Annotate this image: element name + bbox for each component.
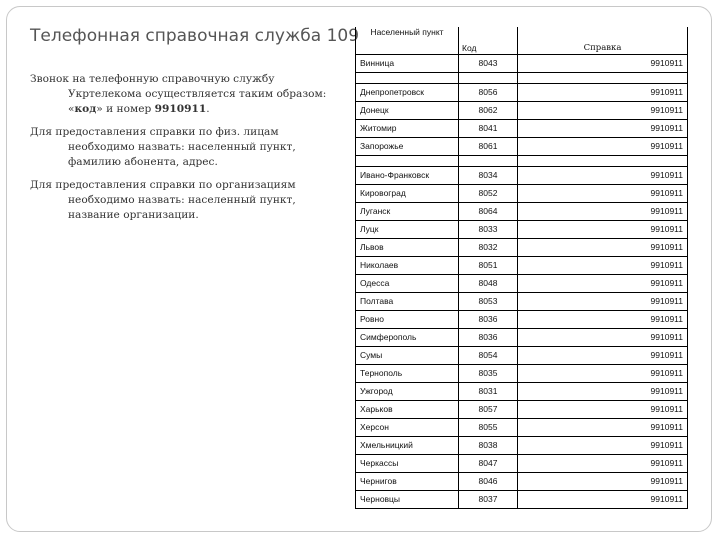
help-number: 9910911 <box>154 103 207 115</box>
cell-help: 9910911 <box>518 84 688 102</box>
table-row <box>356 221 688 239</box>
table-row <box>356 138 688 156</box>
cell-city: Херсон <box>356 419 459 437</box>
spacer-cell <box>518 156 688 167</box>
table-row <box>356 491 688 509</box>
spacer-cell <box>356 156 459 167</box>
cell-help: 9910911 <box>518 293 688 311</box>
table-header-row <box>356 27 688 55</box>
cell-city: Днепропетровск <box>356 84 459 102</box>
cell-help: 9910911 <box>518 311 688 329</box>
cell-code: 8056 <box>459 84 518 102</box>
cell-city: Донецк <box>356 102 459 120</box>
table-row <box>356 120 688 138</box>
person-paragraph: Для предоставления справки по физ. лицам необходимо назвать: населенный пункт, фамилию абонента, адрес. <box>30 126 296 168</box>
cell-city: Симферополь <box>356 329 459 347</box>
cell-city: Николаев <box>356 257 459 275</box>
spacer-cell <box>459 156 518 167</box>
cell-help: 9910911 <box>518 120 688 138</box>
cell-help: 9910911 <box>518 167 688 185</box>
cell-city: Запорожье <box>356 138 459 156</box>
table-row <box>356 257 688 275</box>
table-row <box>356 203 688 221</box>
cell-code: 8043 <box>459 55 518 73</box>
cell-code: 8053 <box>459 293 518 311</box>
cell-help: 9910911 <box>518 419 688 437</box>
cell-city: Луцк <box>356 221 459 239</box>
table-row <box>356 437 688 455</box>
cell-city: Одесса <box>356 275 459 293</box>
cell-help: 9910911 <box>518 275 688 293</box>
header-code: Код <box>459 27 518 55</box>
cell-city: Тернополь <box>356 365 459 383</box>
cell-city: Харьков <box>356 401 459 419</box>
organization-paragraph: Для предоставления справки по организациям необходимо назвать: населенный пункт, название организации. <box>30 179 296 221</box>
table-row <box>356 293 688 311</box>
cell-code: 8051 <box>459 257 518 275</box>
cell-help: 9910911 <box>518 138 688 156</box>
table-row <box>356 102 688 120</box>
cell-code: 8052 <box>459 185 518 203</box>
header-help: Справка <box>518 27 688 55</box>
cell-code: 8031 <box>459 383 518 401</box>
cell-city: Винница <box>356 55 459 73</box>
cell-help: 9910911 <box>518 221 688 239</box>
table-row <box>356 84 688 102</box>
cell-city: Черкассы <box>356 455 459 473</box>
table-row <box>356 419 688 437</box>
intro-text-c: . <box>206 103 210 115</box>
table-row <box>356 455 688 473</box>
cell-help: 9910911 <box>518 365 688 383</box>
cell-code: 8041 <box>459 120 518 138</box>
cell-help: 9910911 <box>518 437 688 455</box>
intro-text-b: » и номер <box>96 103 155 115</box>
table-spacer-row <box>356 73 688 84</box>
cell-city: Ровно <box>356 311 459 329</box>
cell-help: 9910911 <box>518 383 688 401</box>
cell-code: 8047 <box>459 455 518 473</box>
cell-help: 9910911 <box>518 185 688 203</box>
code-word: код <box>74 103 97 115</box>
cell-code: 8035 <box>459 365 518 383</box>
cell-code: 8054 <box>459 347 518 365</box>
text-column <box>30 26 360 231</box>
table-row <box>356 365 688 383</box>
cell-city: Полтава <box>356 293 459 311</box>
cell-city: Сумы <box>356 347 459 365</box>
cell-help: 9910911 <box>518 329 688 347</box>
cell-code: 8046 <box>459 473 518 491</box>
spacer-cell <box>459 73 518 84</box>
table-body <box>356 55 688 509</box>
cell-code: 8036 <box>459 311 518 329</box>
cell-code: 8064 <box>459 203 518 221</box>
codes-table <box>355 27 688 509</box>
cell-help: 9910911 <box>518 257 688 275</box>
table-row <box>356 185 688 203</box>
cell-code: 8034 <box>459 167 518 185</box>
cell-city: Кировоград <box>356 185 459 203</box>
cell-city: Ивано-Франковск <box>356 167 459 185</box>
cell-code: 8055 <box>459 419 518 437</box>
table-spacer-row <box>356 156 688 167</box>
table-row <box>356 311 688 329</box>
intro-text-a: Звонок на телефонную справочную службу Укртелекома осуществляется таким образом: « <box>30 73 327 115</box>
header-city: Населенный пункт <box>356 27 459 55</box>
cell-code: 8032 <box>459 239 518 257</box>
cell-help: 9910911 <box>518 455 688 473</box>
cell-code: 8037 <box>459 491 518 509</box>
cell-help: 9910911 <box>518 491 688 509</box>
cell-help: 9910911 <box>518 55 688 73</box>
spacer-cell <box>518 73 688 84</box>
table-row <box>356 167 688 185</box>
cell-code: 8038 <box>459 437 518 455</box>
cell-city: Черновцы <box>356 491 459 509</box>
cell-city: Ужгород <box>356 383 459 401</box>
table-row <box>356 55 688 73</box>
cell-code: 8061 <box>459 138 518 156</box>
cell-help: 9910911 <box>518 203 688 221</box>
cell-city: Чернигов <box>356 473 459 491</box>
cell-code: 8033 <box>459 221 518 239</box>
intro-paragraph <box>30 72 340 117</box>
page-title: Телефонная справочная служба 109 <box>30 26 360 46</box>
cell-code: 8057 <box>459 401 518 419</box>
cell-city: Луганск <box>356 203 459 221</box>
spacer-cell <box>356 73 459 84</box>
cell-help: 9910911 <box>518 473 688 491</box>
cell-city: Львов <box>356 239 459 257</box>
table-row <box>356 275 688 293</box>
table-row <box>356 473 688 491</box>
table-row <box>356 347 688 365</box>
table-row <box>356 383 688 401</box>
cell-code: 8048 <box>459 275 518 293</box>
cell-help: 9910911 <box>518 401 688 419</box>
cell-city: Житомир <box>356 120 459 138</box>
table-row <box>356 239 688 257</box>
cell-code: 8036 <box>459 329 518 347</box>
cell-help: 9910911 <box>518 347 688 365</box>
cell-help: 9910911 <box>518 239 688 257</box>
cell-help: 9910911 <box>518 102 688 120</box>
table-row <box>356 401 688 419</box>
table-row <box>356 329 688 347</box>
cell-city: Хмельницкий <box>356 437 459 455</box>
cell-code: 8062 <box>459 102 518 120</box>
